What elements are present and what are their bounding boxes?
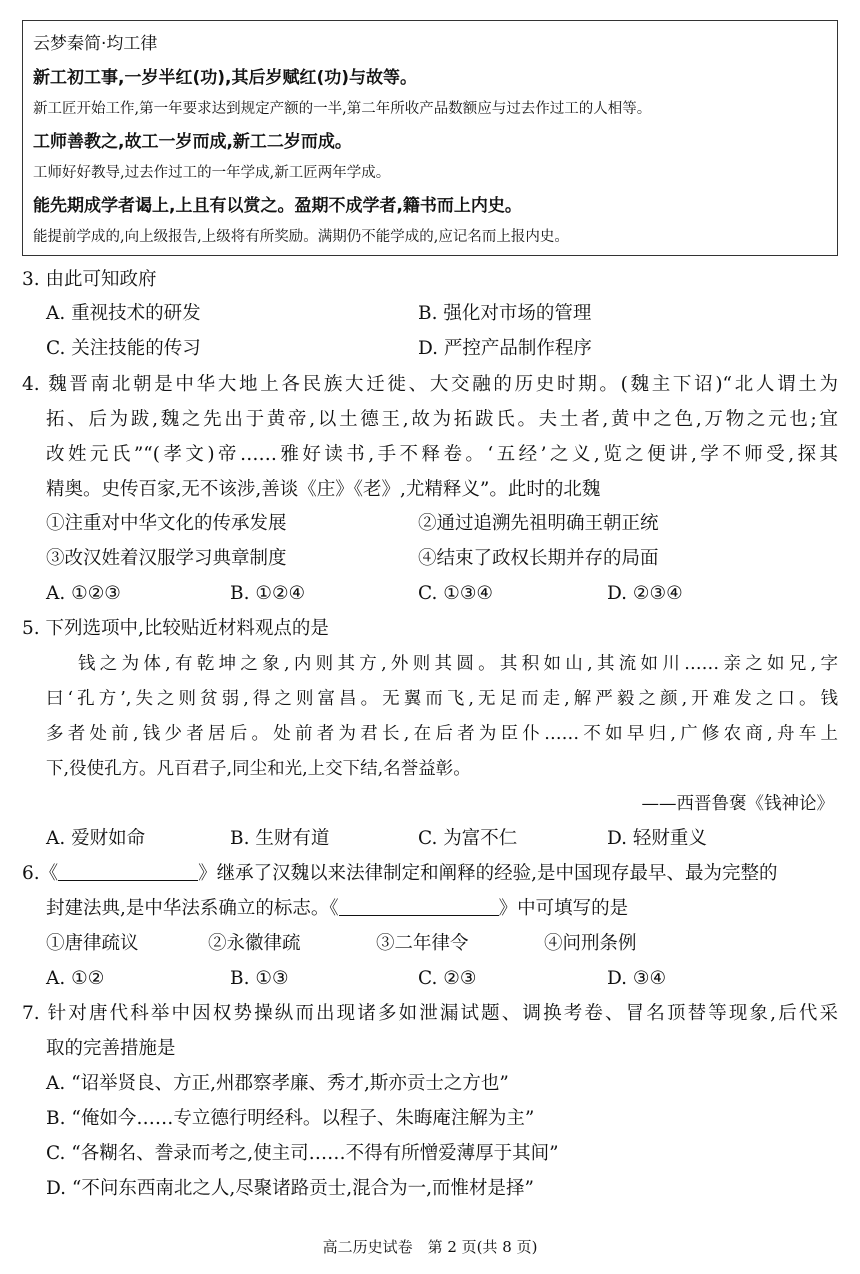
q7-option-d: D. “不问东西南北之人,尽聚诸路贡士,混合为一,而惟材是择” <box>46 1178 534 1199</box>
q4-stem-line-1: 4. 魏晋南北朝是中华大地上各民族大迁徙、大交融的历史时期。(魏主下诏)“北人谓土为 <box>22 374 838 395</box>
q5-option-d: D. 轻财重义 <box>607 828 707 849</box>
q6-stem-mid: 》继承了汉魏以来法律制定和阐释的经验,是中国现存最早、最为完整的 <box>198 863 778 884</box>
q6-stem-line-1 <box>22 862 778 886</box>
q5-option-a: A. 爱财如命 <box>46 828 146 849</box>
q6-option-d: D. ③④ <box>607 968 667 989</box>
q7-stem-line-2: 取的完善措施是 <box>46 1038 176 1059</box>
q4-stem-line-3: 改姓元氏”“(孝文)帝……雅好读书,手不释卷。‘五经’之义,览之便讲,学不师受,探其 <box>46 444 838 465</box>
q6-stem-line-2a: 封建法典,是中华法系确立的标志。《 <box>46 898 339 919</box>
q4-option-c: C. ①③④ <box>418 583 494 604</box>
q3-option-b: B. 强化对市场的管理 <box>418 303 592 324</box>
q4-statement-4: ④结束了政权长期并存的局面 <box>418 548 659 569</box>
q6-option-a: A. ①② <box>46 968 105 989</box>
page-footer: 高二历史试卷 第 2 页(共 8 页) <box>322 1238 538 1256</box>
q4-statement-3: ③改汉姓着汉服学习典章制度 <box>46 548 287 569</box>
material-original-3: 能先期成学者谒上,上且有以赏之。盈期不成学者,籍书而上内史。 <box>33 196 522 216</box>
q5-source: ——西晋鲁褒《钱神论》 <box>641 794 834 814</box>
q6-stem-line-2 <box>46 897 628 921</box>
q4-statement-2: ②通过追溯先祖明确王朝正统 <box>418 513 659 534</box>
q4-option-a: A. ①②③ <box>46 583 121 604</box>
q4-stem-line-4: 精奥。史传百家,无不该涉,善谈《庄》《老》,尤精释义”。此时的北魏 <box>46 479 601 500</box>
q6-statement-1: ①唐律疏议 <box>46 933 139 954</box>
q6-prefix: 6.《 <box>22 863 59 884</box>
q5-passage-line-3: 多者处前,钱少者居后。处前者为君长,在后者为臣仆……不如早归,广修农商,舟车上 <box>46 724 838 744</box>
q6-blank-2 <box>339 897 499 916</box>
material-translation-2: 工师好好教导,过去作过工的一年学成,新工匠两年学成。 <box>33 165 391 181</box>
material-translation-3: 能提前学成的,向上级报告,上级将有所奖励。满期仍不能学成的,应记名而上报内史。 <box>33 229 569 245</box>
q5-passage-line-2: 曰‘孔方’,失之则贫弱,得之则富昌。无翼而飞,无足而走,解严毅之颜,开难发之口。钱 <box>46 689 838 709</box>
q6-option-b: B. ①③ <box>230 968 289 989</box>
q5-option-b: B. 生财有道 <box>230 828 330 849</box>
q6-statement-3: ③二年律令 <box>376 933 469 954</box>
q5-option-c: C. 为富不仁 <box>418 828 518 849</box>
material-original-1: 新工初工事,一岁半红(功),其后岁赋红(功)与故等。 <box>33 68 417 88</box>
q3-stem: 3. 由此可知政府 <box>22 269 157 290</box>
q4-statement-1: ①注重对中华文化的传承发展 <box>46 513 287 534</box>
q5-stem: 5. 下列选项中,比较贴近材料观点的是 <box>22 618 329 639</box>
q3-option-a: A. 重视技术的研发 <box>46 303 201 324</box>
material-title: 云梦秦简·均工律 <box>33 34 158 54</box>
material-translation-1: 新工匠开始工作,第一年要求达到规定产额的一半,第二年所收产品数额应与过去作过工的人相等。 <box>33 101 652 117</box>
q7-stem-line-1: 7. 针对唐代科举中因权势操纵而出现诸多如泄漏试题、调换考卷、冒名顶替等现象,后代采 <box>22 1003 838 1024</box>
q7-option-c: C. “各糊名、誊录而考之,使主司……不得有所憎爱薄厚于其间” <box>46 1143 559 1164</box>
material-original-2: 工师善教之,故工一岁而成,新工二岁而成。 <box>33 132 352 152</box>
q7-option-b: B. “俺如今……专立德行明经科。以程子、朱晦庵注解为主” <box>46 1108 535 1129</box>
q3-option-d: D. 严控产品制作程序 <box>418 338 592 359</box>
q5-passage-line-4: 下,役使孔方。凡百君子,同尘和光,上交下结,名誉益彰。 <box>46 759 471 779</box>
q6-statement-2: ②永徽律疏 <box>208 933 301 954</box>
q7-option-a: A. “诏举贤良、方正,州郡察孝廉、秀才,斯亦贡士之方也” <box>46 1073 509 1094</box>
material-box <box>22 20 838 256</box>
q6-blank-1 <box>58 862 198 881</box>
q6-option-c: C. ②③ <box>418 968 477 989</box>
q4-option-b: B. ①②④ <box>230 583 306 604</box>
q6-statement-4: ④问刑条例 <box>544 933 637 954</box>
q5-passage-line-1: 钱之为体,有乾坤之象,内则其方,外则其圆。其积如山,其流如川……亲之如兄,字 <box>78 654 838 674</box>
q4-stem-line-2: 拓、后为跋,魏之先出于黄帝,以土德王,故为拓跋氏。夫土者,黄中之色,万物之元也;宜 <box>46 409 838 430</box>
q3-option-c: C. 关注技能的传习 <box>46 338 201 359</box>
q4-option-d: D. ②③④ <box>607 583 683 604</box>
q6-stem-line-2b: 》中可填写的是 <box>498 898 629 919</box>
